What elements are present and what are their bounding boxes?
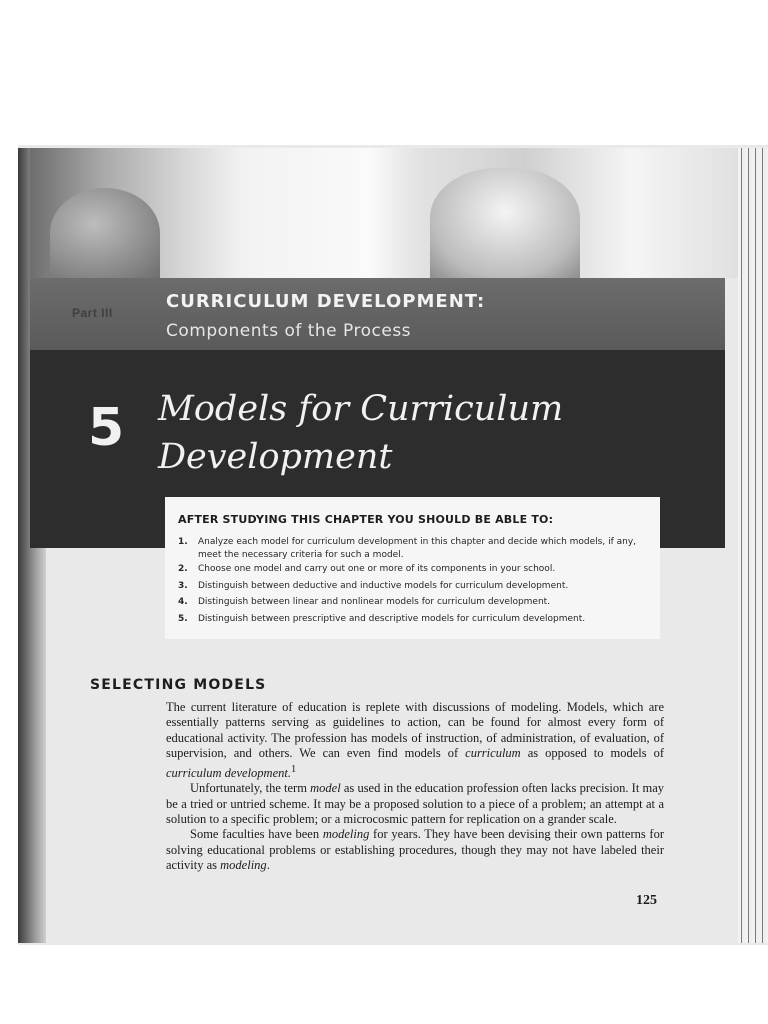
text-run: Unfortunately, the term	[190, 781, 311, 796]
page-number: 125	[636, 893, 657, 908]
text-run: for years. They have been devising their own patterns for solving educational problems or establishing procedures, though they may not have labeled their activity as	[166, 827, 664, 873]
text-run-italic: curriculum	[465, 746, 521, 761]
chapter-banner-tab	[30, 485, 165, 548]
text-run-italic: curriculum development.	[166, 765, 291, 780]
footnote-marker: 1	[290, 763, 297, 775]
objective-item	[178, 563, 648, 576]
objective-item	[178, 580, 648, 593]
page-edges	[738, 148, 768, 943]
photo-figure-center	[430, 168, 580, 278]
objective-text: Choose one model and carry out one or more of its components in your school.	[198, 564, 556, 574]
paragraph-2	[166, 781, 664, 827]
text-run: as used in the education profession often lacks precision. It may be a tried or untried scheme. It may be a proposed solution to a piece of a problem; an attempt at a solution to a specific problem; or a microcosmic pattern for replication on a grander scale.	[166, 781, 665, 826]
section-heading: SELECTING MODELS	[90, 677, 267, 693]
text-run: The current literature of education is replete with discussions of modeling. Models, which are essentially patterns serving as guidelines to action, can be found for almost every form of educational activity. The profession has models of instruction, of administration, of evaluation, of supervision, and others. We can even find models of	[166, 700, 664, 761]
text-run-italic: modeling	[322, 827, 370, 842]
text-run-italic: modeling	[220, 858, 267, 873]
text-run-italic: model	[310, 781, 341, 796]
photo-figure-left	[50, 188, 160, 278]
header-photo	[30, 148, 738, 278]
objective-text: Distinguish between linear and nonlinear models for curriculum development.	[198, 597, 551, 607]
part-title: CURRICULUM DEVELOPMENT:	[166, 291, 486, 312]
part-label: Part III	[72, 306, 113, 320]
objective-text: Analyze each model for curriculum development in this chapter and decide which models, if any, meet the necessary criteria for such a model.	[198, 537, 637, 560]
objective-number: 3.	[178, 580, 188, 591]
objectives-heading: AFTER STUDYING THIS CHAPTER YOU SHOULD BE ABLE TO:	[178, 513, 554, 526]
objective-number: 1.	[178, 537, 188, 547]
paragraph-1	[166, 700, 664, 781]
objective-text: Distinguish between prescriptive and descriptive models for curriculum development.	[198, 613, 586, 624]
chapter-number: 5	[88, 398, 125, 458]
objective-item	[178, 536, 648, 561]
objectives-list	[178, 536, 648, 629]
objective-item	[178, 613, 648, 626]
objective-number: 2.	[178, 564, 188, 574]
chapter-title: Models for Curriculum Development	[158, 389, 564, 477]
objective-item	[178, 596, 648, 609]
part-subtitle: Components of the Process	[166, 321, 412, 341]
text-run: Some faculties have been	[190, 827, 323, 842]
body-text	[166, 700, 664, 874]
text-run: .	[266, 858, 270, 873]
objective-number: 5.	[178, 613, 188, 624]
paragraph-3	[166, 827, 664, 873]
objective-text: Distinguish between deductive and inductive models for curriculum development.	[198, 580, 569, 591]
objective-number: 4.	[178, 597, 188, 607]
text-run: as opposed to models of	[520, 746, 664, 761]
